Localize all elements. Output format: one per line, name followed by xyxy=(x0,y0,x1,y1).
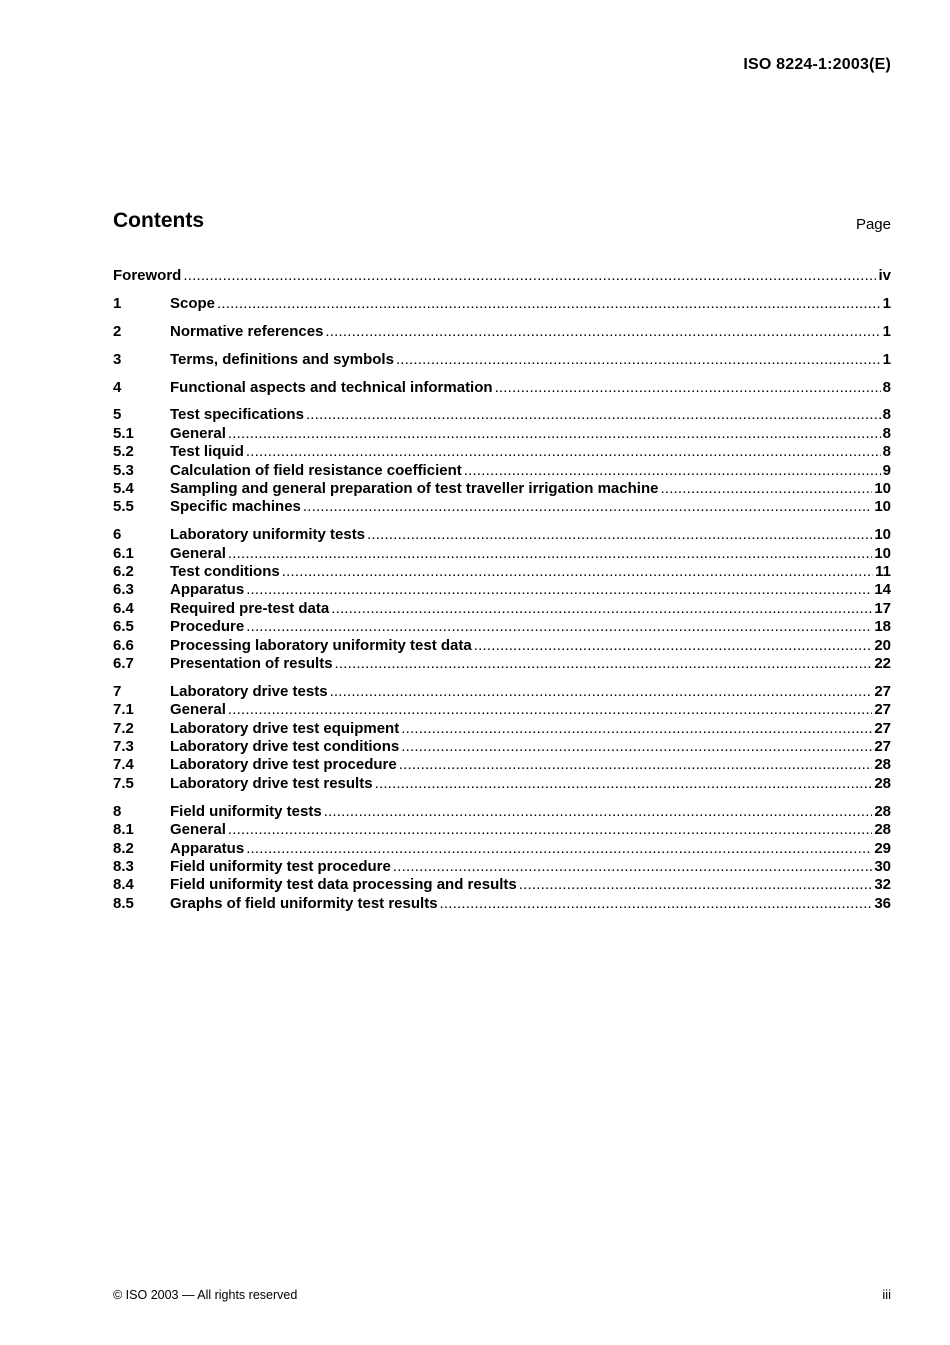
toc-entry-title: Laboratory drive test equipment xyxy=(170,719,400,737)
toc-leader-dots xyxy=(335,655,873,673)
toc-entry[interactable] xyxy=(113,526,891,544)
toc-entry-number: 7 xyxy=(113,682,122,700)
toc-entry-number: 7.5 xyxy=(113,774,134,792)
toc-entry-number: 6.1 xyxy=(113,544,134,562)
toc-entry-number: 6.4 xyxy=(113,599,134,617)
toc-entry[interactable] xyxy=(113,840,891,858)
toc-entry-page: 8 xyxy=(882,378,891,396)
toc-leader-dots xyxy=(183,267,876,285)
toc-entry-title: Laboratory drive test conditions xyxy=(170,738,400,756)
toc-entry[interactable] xyxy=(113,738,891,756)
toc-entry-page: 8 xyxy=(882,424,891,442)
toc-entry[interactable] xyxy=(113,498,891,516)
toc-entry-number: 7.1 xyxy=(113,701,134,719)
toc-leader-dots xyxy=(367,526,872,544)
toc-entry-number: 6.7 xyxy=(113,655,134,673)
toc-entry[interactable] xyxy=(113,895,891,913)
toc-leader-dots xyxy=(246,443,881,461)
toc-entry[interactable] xyxy=(113,323,891,341)
toc-entry-number: 7.2 xyxy=(113,719,134,737)
toc-leader-dots xyxy=(303,498,872,516)
toc-entry-page: 18 xyxy=(874,618,891,636)
toc-leader-dots xyxy=(217,295,881,313)
toc-entry-number: 7.3 xyxy=(113,738,134,756)
toc-entry-page: 27 xyxy=(874,738,891,756)
toc-entry-page: 10 xyxy=(874,498,891,516)
toc-leader-dots xyxy=(228,821,872,839)
toc-entry-page: 36 xyxy=(874,894,891,912)
toc-entry-page: 10 xyxy=(874,526,891,544)
toc-entry-number: 5.5 xyxy=(113,498,134,516)
contents-title: Contents xyxy=(113,209,204,232)
toc-entry-title: Apparatus xyxy=(170,839,245,857)
toc-entry-number: 8.5 xyxy=(113,894,134,912)
toc-entry[interactable] xyxy=(113,563,891,581)
toc-entry-title: Foreword xyxy=(113,267,182,284)
toc-entry[interactable] xyxy=(113,600,891,618)
toc-entry-title: General xyxy=(170,544,226,562)
page-column-label: Page xyxy=(855,216,891,233)
toc-entry-title: Processing laboratory uniformity test data xyxy=(170,636,472,654)
toc-entry-title: Field uniformity tests xyxy=(170,802,322,820)
toc-entry-number: 8.4 xyxy=(113,876,134,894)
toc-entry[interactable] xyxy=(113,701,891,719)
toc-entry-title: Calculation of field resistance coefficient xyxy=(170,461,462,479)
toc-entry[interactable] xyxy=(113,267,891,285)
toc-entry[interactable] xyxy=(113,425,891,443)
toc-leader-dots xyxy=(399,756,873,774)
toc-entry-page: 11 xyxy=(875,563,891,581)
toc-entry-page: 9 xyxy=(882,461,891,479)
toc-leader-dots xyxy=(330,683,873,701)
toc-entry-number: 5.2 xyxy=(113,443,134,461)
toc-leader-dots xyxy=(306,406,881,424)
toc-entry-page: 1 xyxy=(882,350,891,368)
toc-entry[interactable] xyxy=(113,351,891,369)
toc-leader-dots xyxy=(324,803,873,821)
toc-entry-page: 28 xyxy=(874,774,891,792)
toc-leader-dots xyxy=(474,637,873,655)
toc-entry-page: 28 xyxy=(874,756,891,774)
toc-leader-dots xyxy=(375,775,873,793)
toc-entry-page: 10 xyxy=(874,544,891,562)
toc-entry-page: 1 xyxy=(882,294,891,312)
toc-leader-dots xyxy=(246,618,872,636)
toc-entry-title: Presentation of results xyxy=(170,655,333,673)
page-number: iii xyxy=(882,1287,891,1302)
toc-entry-page: 27 xyxy=(874,682,891,700)
toc-leader-dots xyxy=(464,462,881,480)
toc-entry-number: 3 xyxy=(113,350,122,368)
toc-entry-title: Scope xyxy=(170,294,216,312)
toc-entry[interactable] xyxy=(113,480,891,498)
toc-entry-number: 6.2 xyxy=(113,563,134,581)
toc-entry-page: 20 xyxy=(874,636,891,654)
toc-entry-page: 30 xyxy=(874,857,891,875)
toc-entry-page: 32 xyxy=(874,876,891,894)
toc-entry[interactable] xyxy=(113,295,891,313)
copyright-notice: © ISO 2003 — All rights reserved xyxy=(113,1288,298,1302)
toc-entry-number: 6.5 xyxy=(113,618,134,636)
toc-entry-page: 1 xyxy=(882,322,891,340)
toc-entry[interactable] xyxy=(113,618,891,636)
toc-entry-number: 5.3 xyxy=(113,461,134,479)
toc-entry-number: 6.6 xyxy=(113,636,134,654)
toc-entry-page: 8 xyxy=(882,406,891,424)
toc-entry[interactable] xyxy=(113,655,891,673)
toc-entry-title: General xyxy=(170,424,226,442)
toc-leader-dots xyxy=(660,480,872,498)
toc-entry[interactable] xyxy=(113,876,891,894)
toc-entry-title: General xyxy=(170,701,226,719)
toc-entry-number: 5 xyxy=(113,406,122,424)
toc-entry-title: Graphs of field uniformity test results xyxy=(170,894,438,912)
toc-entry-number: 6.3 xyxy=(113,581,134,599)
toc-entry-title: Specific machines xyxy=(170,498,301,516)
toc-entry-title: Laboratory drive test results xyxy=(170,774,373,792)
toc-leader-dots xyxy=(282,563,873,581)
toc-entry-page: 28 xyxy=(874,802,891,820)
toc-entry[interactable] xyxy=(113,858,891,876)
toc-entry-number: 8.3 xyxy=(113,857,134,875)
toc-leader-dots xyxy=(393,858,872,876)
toc-entry[interactable] xyxy=(113,637,891,655)
toc-entry-title: Test specifications xyxy=(170,406,304,424)
toc-entry-page: 14 xyxy=(874,581,891,599)
toc-entry-number: 6 xyxy=(113,526,122,544)
toc-leader-dots xyxy=(519,876,873,894)
table-of-contents xyxy=(113,267,891,913)
toc-entry[interactable] xyxy=(113,581,891,599)
toc-leader-dots xyxy=(228,425,881,443)
toc-entry-number: 8.1 xyxy=(113,821,134,839)
toc-entry-title: Field uniformity test procedure xyxy=(170,857,391,875)
toc-entry-title: Test conditions xyxy=(170,563,280,581)
toc-leader-dots xyxy=(228,701,872,719)
toc-entry-title: Laboratory uniformity tests xyxy=(170,526,366,544)
toc-entry-title: Terms, definitions and symbols xyxy=(170,350,394,368)
toc-entry-page: 29 xyxy=(874,839,891,857)
document-id: ISO 8224-1:2003(E) xyxy=(743,56,891,73)
toc-entry-title: Laboratory drive tests xyxy=(170,682,328,700)
toc-entry-title: Field uniformity test data processing and results xyxy=(170,876,517,894)
toc-entry-title: General xyxy=(170,821,226,839)
toc-entry-page: 8 xyxy=(882,443,891,461)
toc-entry-title: Functional aspects and technical information xyxy=(170,378,493,396)
toc-entry-title: Procedure xyxy=(170,618,245,636)
toc-entry-page: 27 xyxy=(874,719,891,737)
toc-entry[interactable] xyxy=(113,443,891,461)
toc-entry[interactable] xyxy=(113,756,891,774)
toc-entry-number: 1 xyxy=(113,294,122,312)
toc-entry[interactable] xyxy=(113,462,891,480)
toc-entry[interactable] xyxy=(113,803,891,821)
toc-leader-dots xyxy=(440,895,873,913)
toc-entry[interactable] xyxy=(113,406,891,424)
toc-leader-dots xyxy=(325,323,880,341)
toc-leader-dots xyxy=(246,581,872,599)
toc-entry-page: iv xyxy=(878,267,891,284)
toc-entry-number: 5.4 xyxy=(113,480,134,498)
toc-leader-dots xyxy=(396,351,881,369)
toc-entry-title: Test liquid xyxy=(170,443,244,461)
toc-entry-title: Apparatus xyxy=(170,581,245,599)
toc-entry-number: 4 xyxy=(113,378,122,396)
toc-entry[interactable] xyxy=(113,545,891,563)
toc-entry-number: 8 xyxy=(113,802,122,820)
toc-entry-title: Sampling and general preparation of test traveller irrigation machine xyxy=(170,480,659,498)
toc-leader-dots xyxy=(228,545,872,563)
toc-entry-page: 28 xyxy=(874,821,891,839)
toc-entry-title: Laboratory drive test procedure xyxy=(170,756,397,774)
toc-entry-number: 8.2 xyxy=(113,839,134,857)
toc-entry-number: 2 xyxy=(113,322,122,340)
toc-entry-number: 5.1 xyxy=(113,424,134,442)
toc-entry-page: 10 xyxy=(874,480,891,498)
toc-entry-title: Required pre-test data xyxy=(170,599,330,617)
toc-entry-page: 17 xyxy=(874,599,891,617)
toc-leader-dots xyxy=(331,600,872,618)
toc-entry-page: 22 xyxy=(874,655,891,673)
toc-entry[interactable] xyxy=(113,720,891,738)
toc-leader-dots xyxy=(401,738,872,756)
toc-entry-page: 27 xyxy=(874,701,891,719)
toc-entry[interactable] xyxy=(113,379,891,397)
toc-leader-dots xyxy=(246,840,872,858)
toc-entry[interactable] xyxy=(113,775,891,793)
toc-entry-title: Normative references xyxy=(170,322,324,340)
toc-entry[interactable] xyxy=(113,683,891,701)
toc-entry-number: 7.4 xyxy=(113,756,134,774)
toc-entry[interactable] xyxy=(113,821,891,839)
toc-leader-dots xyxy=(401,720,872,738)
toc-leader-dots xyxy=(495,379,881,397)
